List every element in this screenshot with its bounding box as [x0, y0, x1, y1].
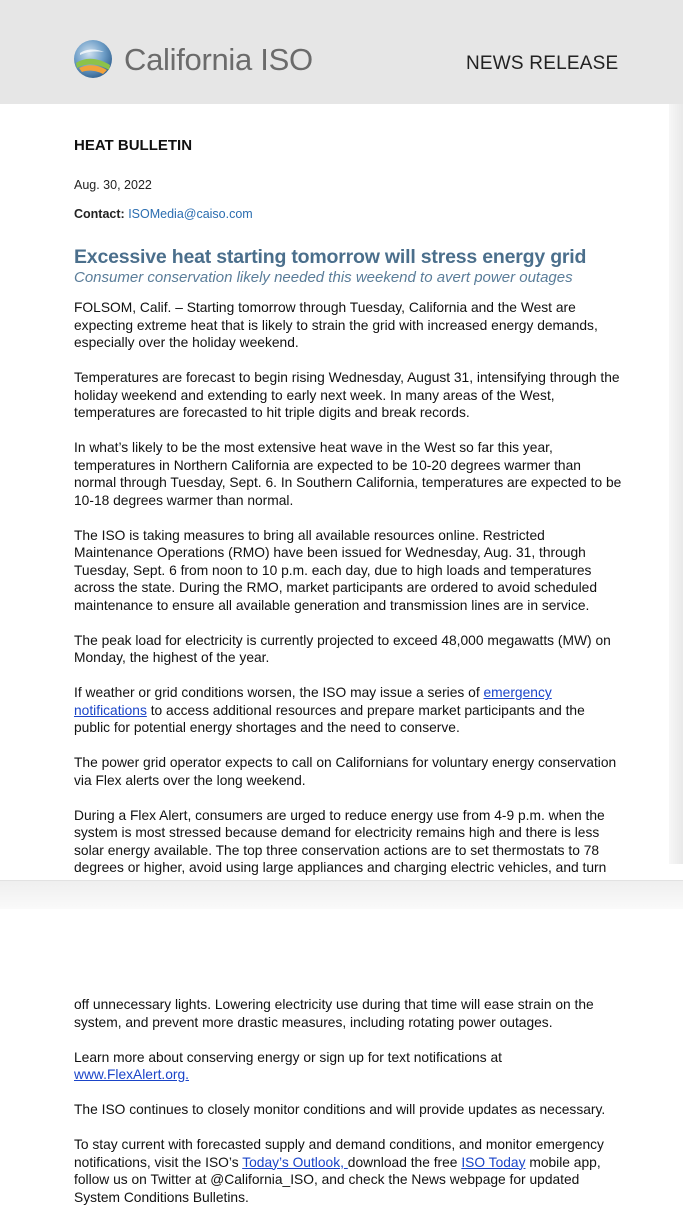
todays-outlook-link[interactable]: Today’s Outlook, [242, 1154, 348, 1170]
contact-email-link[interactable]: ISOMedia@caiso.com [128, 207, 253, 221]
org-name: California ISO [124, 42, 313, 77]
article-body-page-2 [74, 996, 622, 1224]
page-break [0, 880, 683, 909]
article-body-page-1 [74, 299, 622, 894]
flexalert-link[interactable]: www.FlexAlert.org. [74, 1067, 190, 1082]
bulletin-label: HEAT BULLETIN [74, 137, 193, 154]
release-date: Aug. 30, 2022 [74, 178, 152, 192]
paragraph: The power grid operator expects to call on Californians for voluntary energy conservation via Flex alerts over the long weekend. [74, 755, 617, 788]
paragraph [74, 684, 622, 737]
contact-label: Contact: [74, 207, 125, 221]
paragraph: FOLSOM, Calif. – Starting tomorrow through Tuesday, California and the West are expecting extreme heat that is likely to strain the grid with increased energy demands, especially over the holiday weekend. [74, 300, 598, 350]
paragraph: During a Flex Alert, consumers are urged to reduce energy use from 4-9 p.m. when the system is most stressed because demand for electricity remains high and there is less solar energy available. The top three conservation actions are to set thermostats to 78 degrees or higher, avoid using large appliances and charging electric vehicles, and turn [74, 807, 607, 875]
iso-today-link[interactable]: ISO Today [461, 1154, 526, 1170]
paragraph: In what’s likely to be the most extensive heat wave in the West so far this year, temperatures in Northern California are expected to be 10-20 degrees warmer than normal through Tuesday, Sept. 6. In Southern California, temperatures are expected to be 10-18 degrees warmer than normal. [74, 440, 622, 508]
paragraph-text: download the free [347, 1154, 462, 1170]
subheadline: Consumer conservation likely needed this weekend to avert power outages [74, 269, 573, 286]
paragraph: The peak load for electricity is currently projected to exceed 48,000 megawatts (MW) on Monday, the highest of the year. [74, 632, 611, 665]
paragraph-text: to access additional resources and prepare market participants and the public for potential energy shortages and the need to conserve. [74, 702, 585, 735]
release-type: NEWS RELEASE [466, 53, 619, 74]
paragraph-text: mobile app, follow us on Twitter at @California_ISO, and check the News webpage for updated System Conditions Bulletins. [74, 1154, 601, 1205]
paragraph [74, 1049, 622, 1084]
headline: Excessive heat starting tomorrow will stress energy grid [74, 246, 587, 268]
paragraph [74, 1136, 622, 1206]
paragraph: The ISO is taking measures to bring all available resources online. Restricted Maintenance Operations (RMO) have been issued for Wednesday, Aug. 31, through Tuesday, Sept. 6 from noon to 10 p.m. each day, due to high loads and temperatures across the state. During the RMO, market participants are ordered to avoid scheduled maintenance to ensure all available generation and transmission lines are in service. [74, 527, 598, 613]
emergency-notifications-link[interactable]: emergency notifications [74, 685, 552, 718]
paragraph: The ISO continues to closely monitor conditions and will provide updates as necessary. [74, 1102, 606, 1117]
contact-line [74, 207, 253, 221]
paragraph-text: If weather or grid conditions worsen, the ISO may issue a series of [74, 685, 484, 700]
paragraph-text: To stay current with forecasted supply and demand conditions, and monitor emergency notifications, visit the ISO’s [74, 1137, 604, 1170]
paragraph-text: Learn more about conserving energy or sign up for text notifications at [74, 1049, 502, 1065]
page-edge-shadow [669, 104, 683, 864]
california-iso-logo-icon [73, 39, 113, 79]
paragraph: off unnecessary lights. Lowering electricity use during that time will ease strain on the system, and prevent more drastic measures, including rotating power outages. [74, 997, 594, 1030]
paragraph: Temperatures are forecast to begin rising Wednesday, August 31, intensifying through the holiday weekend and extending to early next week. In many areas of the West, temperatures are forecasted to hit triple digits and break records. [74, 370, 620, 420]
